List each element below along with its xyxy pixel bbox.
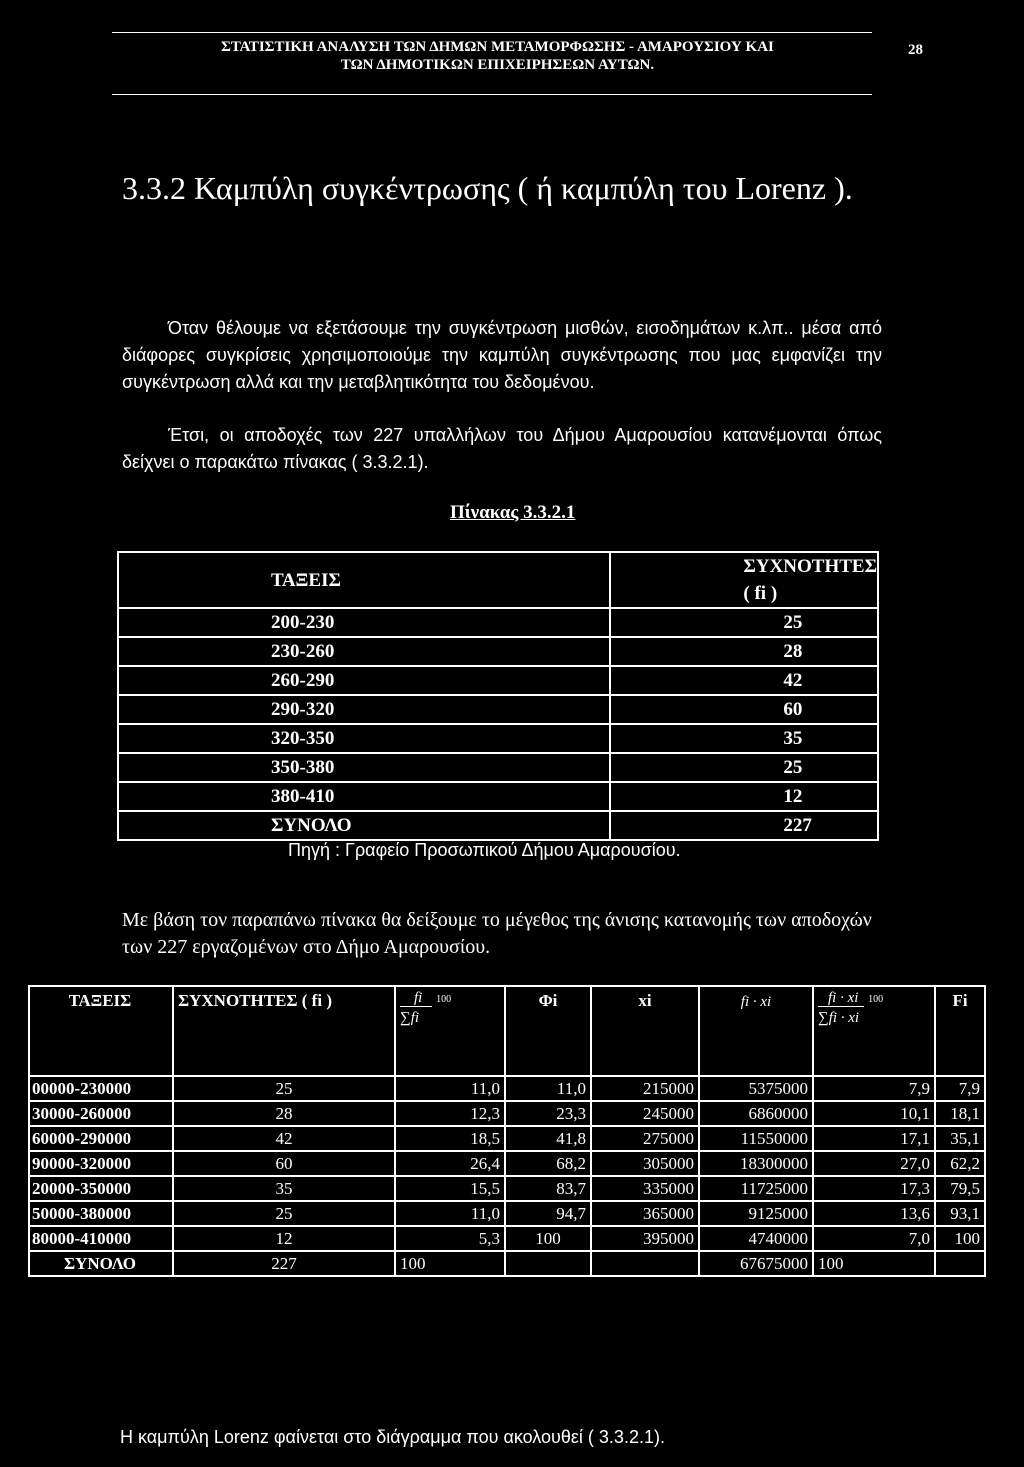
paragraph-distribution: Έτσι, οι αποδοχές των 227 υπαλλήλων του Δήμου Αμαρουσίου κατανέμονται όπως δείχνει ο παρακάτω πίνακας ( 3.3.2.1). (122, 425, 882, 472)
running-header (120, 38, 875, 74)
total-freq: 227 (173, 1251, 395, 1276)
relfx-cell: 27,0 (813, 1151, 935, 1176)
x-cell: 335000 (591, 1176, 699, 1201)
fx-cell: 11725000 (699, 1176, 813, 1201)
total-relfreq: 100 (395, 1251, 505, 1276)
cumulative-cell: 35,1 (935, 1126, 985, 1151)
relfx-cell: 7,9 (813, 1076, 935, 1101)
total-value: 227 (610, 811, 878, 840)
fx-cell: 18300000 (699, 1151, 813, 1176)
relfx-cell: 7,0 (813, 1226, 935, 1251)
table-row (29, 1201, 985, 1226)
frequency-table (117, 551, 879, 841)
class-cell: 60000-290000 (29, 1126, 173, 1151)
class-cell: 20000-350000 (29, 1176, 173, 1201)
x-cell: 275000 (591, 1126, 699, 1151)
phi-cell: 41,8 (505, 1126, 591, 1151)
relfreq-cell: 11,0 (395, 1201, 505, 1226)
frac1-multiplier: 100 (436, 994, 452, 1005)
table-row (29, 1176, 985, 1201)
total-x (591, 1251, 699, 1276)
relfx-cell: 13,6 (813, 1201, 935, 1226)
table-caption: Πίνακας 3.3.2.1 (450, 502, 576, 523)
freq-cell: 25 (173, 1201, 395, 1226)
frac2-denominator: ∑fi · xi (818, 1010, 860, 1026)
x-cell: 215000 (591, 1076, 699, 1101)
total-relfx: 100 (813, 1251, 935, 1276)
table-row (118, 753, 878, 782)
header-relative-freq (395, 986, 505, 1076)
frac2-multiplier: 100 (868, 994, 884, 1005)
header-relative-fx (813, 986, 935, 1076)
header-phi: Φi (505, 986, 591, 1076)
cumulative-cell: 100 (935, 1226, 985, 1251)
header-frequencies: ΣΥΧΝΟΤΗΤΕΣ ( fi ) (610, 552, 878, 608)
header-fx (699, 986, 813, 1076)
table-row (118, 782, 878, 811)
x-cell: 245000 (591, 1101, 699, 1126)
x-cell: 395000 (591, 1226, 699, 1251)
frac1-denominator: ∑fi (400, 1010, 420, 1026)
table-row (118, 695, 878, 724)
page-number: 28 (908, 42, 923, 58)
relfreq-cell: 26,4 (395, 1151, 505, 1176)
total-label: ΣΥΝΟΛΟ (29, 1251, 173, 1276)
table-header-row (118, 552, 878, 608)
paragraph-inequality: Με βάση τον παραπάνω πίνακα θα δείξουμε το μέγεθος της άνισης κατανομής των αποδοχών των 227 εργαζομένων στο Δήμο Αμαρουσίου. (122, 909, 872, 958)
total-label: ΣΥΝΟΛΟ (118, 811, 610, 840)
total-fx: 67675000 (699, 1251, 813, 1276)
freq-cell: 25 (610, 753, 878, 782)
freq-cell: 28 (610, 637, 878, 666)
frac1-numerator: fi (400, 990, 432, 1007)
freq-cell: 60 (610, 695, 878, 724)
cumulative-cell: 18,1 (935, 1101, 985, 1126)
relfreq-cell: 18,5 (395, 1126, 505, 1151)
class-cell: 230-260 (118, 637, 610, 666)
table-source: Πηγή : Γραφείο Προσωπικού Δήμου Αμαρουσίου. (288, 840, 681, 860)
freq-cell: 12 (610, 782, 878, 811)
freq-cell: 35 (173, 1176, 395, 1201)
table-row (29, 1076, 985, 1101)
header-frequencies: ΣΥΧΝΟΤΗΤΕΣ ( fi ) (173, 986, 395, 1076)
header-classes: ΤΑΞΕΙΣ (118, 552, 610, 608)
table-total-row (118, 811, 878, 840)
phi-cell: 83,7 (505, 1176, 591, 1201)
class-cell: 380-410 (118, 782, 610, 811)
x-cell: 305000 (591, 1151, 699, 1176)
header-classes: ΤΑΞΕΙΣ (29, 986, 173, 1076)
cumulative-cell: 7,9 (935, 1076, 985, 1101)
header-cumulative: Fi (935, 986, 985, 1076)
header-x: xi (591, 986, 699, 1076)
class-cell: 30000-260000 (29, 1101, 173, 1126)
table-row (118, 608, 878, 637)
class-cell: 80000-410000 (29, 1226, 173, 1251)
relfx-cell: 17,1 (813, 1126, 935, 1151)
class-cell: 200-230 (118, 608, 610, 637)
freq-cell: 25 (610, 608, 878, 637)
table-total-row (29, 1251, 985, 1276)
phi-cell: 100 (505, 1226, 591, 1251)
table-row (29, 1151, 985, 1176)
phi-cell: 23,3 (505, 1101, 591, 1126)
fx-cell: 4740000 (699, 1226, 813, 1251)
table-row (29, 1101, 985, 1126)
fx-cell: 5375000 (699, 1076, 813, 1101)
header-rule-bottom (112, 94, 872, 95)
header-rule-top (112, 32, 872, 33)
fx-cell: 9125000 (699, 1201, 813, 1226)
class-cell: 50000-380000 (29, 1201, 173, 1226)
lorenz-table (28, 985, 986, 1277)
relfreq-cell: 12,3 (395, 1101, 505, 1126)
fx-cell: 11550000 (699, 1126, 813, 1151)
total-phi (505, 1251, 591, 1276)
freq-cell: 28 (173, 1101, 395, 1126)
class-cell: 90000-320000 (29, 1151, 173, 1176)
x-cell: 365000 (591, 1201, 699, 1226)
freq-cell: 25 (173, 1076, 395, 1101)
header-line-2: ΤΩΝ ΔΗΜΟΤΙΚΩΝ ΕΠΙΧΕΙΡΗΣΕΩΝ ΑΥΤΩΝ. (340, 57, 655, 73)
freq-cell: 35 (610, 724, 878, 753)
relfreq-cell: 15,5 (395, 1176, 505, 1201)
relfx-cell: 10,1 (813, 1101, 935, 1126)
total-cumulative (935, 1251, 985, 1276)
table-row (29, 1226, 985, 1251)
freq-cell: 12 (173, 1226, 395, 1251)
lorenz-header-row (29, 986, 985, 1076)
phi-cell: 94,7 (505, 1201, 591, 1226)
phi-cell: 68,2 (505, 1151, 591, 1176)
class-cell: 260-290 (118, 666, 610, 695)
class-cell: 320-350 (118, 724, 610, 753)
section-title: 3.3.2 Καμπύλη συγκέντρωσης ( ή καμπύλη του Lorenz ). (122, 170, 853, 206)
fx-cell: 6860000 (699, 1101, 813, 1126)
phi-cell: 11,0 (505, 1076, 591, 1101)
table-row (118, 724, 878, 753)
header-line-1: ΣΤΑΤΙΣΤΙΚΗ ΑΝΑΛΥΣΗ ΤΩΝ ΔΗΜΩΝ ΜΕΤΑΜΟΡΦΩΣΗΣ - ΑΜΑΡΟΥΣΙΟΥ ΚΑΙ (221, 39, 774, 55)
class-cell: 350-380 (118, 753, 610, 782)
paragraph-intro: Όταν θέλουμε να εξετάσουμε την συγκέντρωση μισθών, εισοδημάτων κ.λπ.. μέσα από διάφορες συγκρίσεις χρησιμοποιούμε την καμπύλη συγκέντρωσης που μας εμφανίζει την συγκέντρωση αλλά και την μεταβλητικότητα του δεδομένου. (122, 318, 882, 392)
table-row (118, 666, 878, 695)
cumulative-cell: 62,2 (935, 1151, 985, 1176)
relfx-cell: 17,3 (813, 1176, 935, 1201)
closing-sentence: Η καμπύλη Lorenz φαίνεται στο διάγραμμα που ακολουθεί ( 3.3.2.1). (120, 1427, 665, 1447)
table-row (118, 637, 878, 666)
freq-cell: 42 (610, 666, 878, 695)
frac2-numerator: fi · xi (818, 990, 864, 1007)
relfreq-cell: 5,3 (395, 1226, 505, 1251)
class-cell: 00000-230000 (29, 1076, 173, 1101)
freq-cell: 60 (173, 1151, 395, 1176)
cumulative-cell: 79,5 (935, 1176, 985, 1201)
freq-cell: 42 (173, 1126, 395, 1151)
table-row (29, 1126, 985, 1151)
relfreq-cell: 11,0 (395, 1076, 505, 1101)
cumulative-cell: 93,1 (935, 1201, 985, 1226)
fx-label: fi · xi (740, 994, 772, 1010)
class-cell: 290-320 (118, 695, 610, 724)
